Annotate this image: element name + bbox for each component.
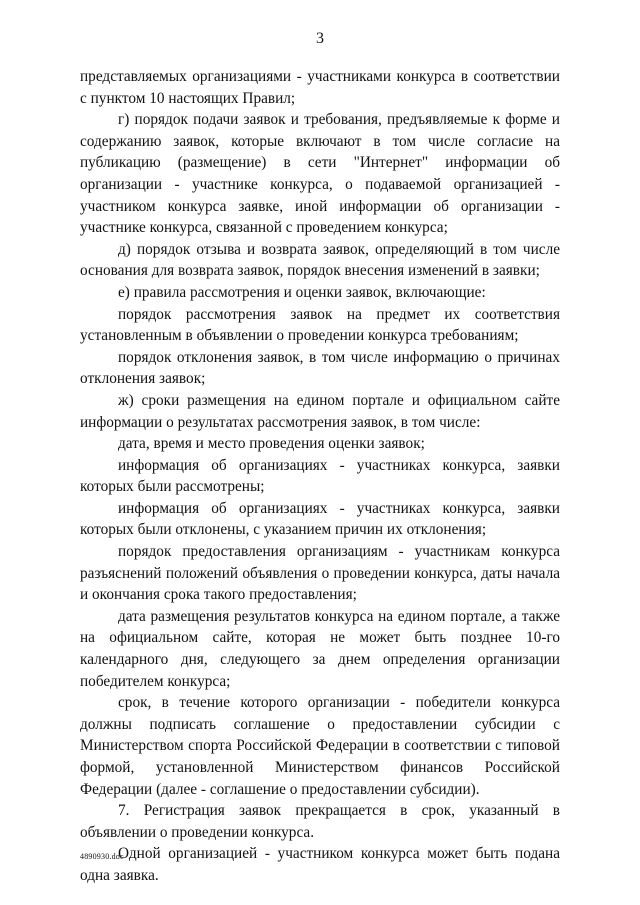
paragraph-rejected-info: информация об организациях - участниках конкурса, заявки которых были отклонены, с указанием причин их отклонения; <box>80 499 560 539</box>
paragraph-item-g: г) порядок подачи заявок и требования, предъявляемые к форме и содержанию заявок, которые включают в том числе согласие на публикацию (размещение) в сети "Интернет" информации об организации - участнике конкурса, о подаваемой организацией - участником конкурса заявке, иной информации об организации - участнике конкурса, связанной с проведением конкурса; <box>80 111 560 237</box>
page-number: 3 <box>316 30 324 47</box>
file-name-footer: 4890930.doc <box>80 852 124 861</box>
paragraph-rejection-procedure: порядок отклонения заявок, в том числе информацию о причинах отклонения заявок; <box>80 348 560 388</box>
paragraph-agreement-term: срок, в течение которого организации - победители конкурса должны подписать соглашение о предоставлении субсидии с Министерством спорта Российской Федерации в соответствии с типовой формой, установленной Министерством финансов Российской Федерации (далее - соглашение о предоставлении субсидии). <box>80 694 560 798</box>
paragraph-continuation: представляемых организациями - участниками конкурса в соответствии с пунктом 10 настоящих Правил; <box>80 68 560 107</box>
paragraph-reviewed-info: информация об организациях - участниках конкурса, заявки которых были рассмотрены; <box>80 456 560 496</box>
paragraph-one-application: Одной организацией - участником конкурса может быть подана одна заявка. <box>80 845 560 884</box>
paragraph-item-7: 7. Регистрация заявок прекращается в срок, указанный в объявлении о проведении конкурса. <box>80 802 560 841</box>
paragraph-item-zh: ж) сроки размещения на едином портале и официальном сайте информации о результатах рассмотрения заявок, в том числе: <box>80 391 560 431</box>
paragraph-review-procedure: порядок рассмотрения заявок на предмет их соответствия установленным в объявлении о проведении конкурса требованиям; <box>80 305 560 345</box>
document-body <box>80 66 560 887</box>
paragraph-item-d: д) порядок отзыва и возврата заявок, определяющий в том числе основания для возврата заявок, порядок внесения изменений в заявки; <box>80 240 560 280</box>
paragraph-item-e: е) правила рассмотрения и оценки заявок, включающие: <box>118 283 486 301</box>
paragraph-results-date: дата размещения результатов конкурса на едином портале, а также на официальном сайте, которая не может быть позднее 10-го календарного дня, следующего за днем определения организации победителем конкурса; <box>80 607 560 690</box>
paragraph-evaluation-date: дата, время и место проведения оценки заявок; <box>118 435 425 453</box>
paragraph-clarifications: порядок предоставления организациям - участникам конкурса разъяснений положений объявления о проведении конкурса, даты начала и окончания срока такого предоставления; <box>80 543 560 604</box>
